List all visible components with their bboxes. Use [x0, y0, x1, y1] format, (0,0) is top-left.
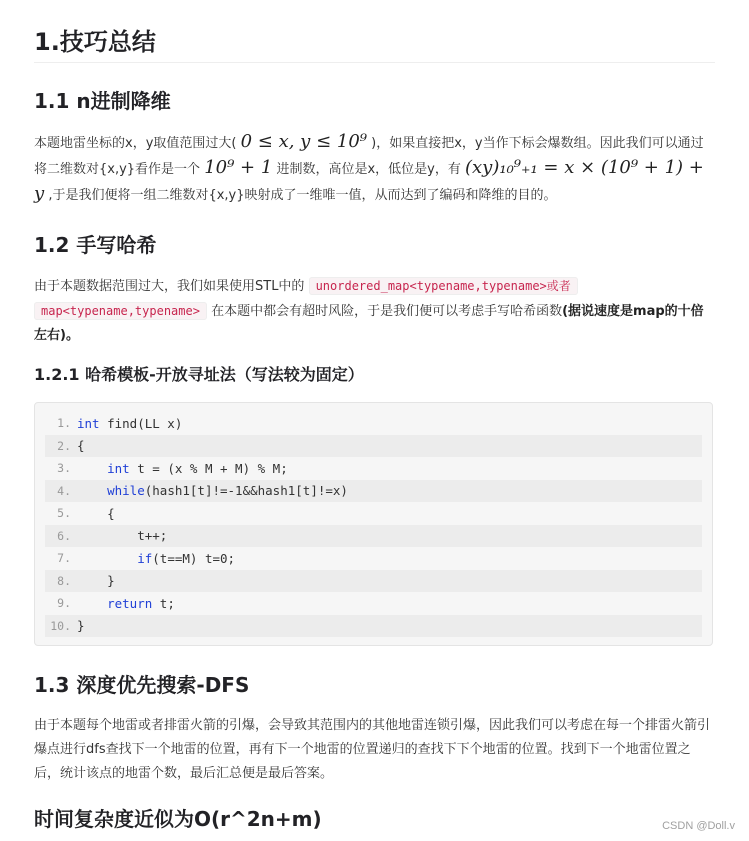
para-dfs: 由于本题每个地雷或者排雷火箭的引爆，会导致其范围内的其他地雷连锁引爆，因此我们可以考虑在每一个排雷火箭引爆点进行dfs查找下一个地雷的位置，再有下一个地雷的位置递归的查找下下个地雷的位置。找到下一个地雷位置之后，统计该点的地雷个数，最后汇总便是最后答案。 [34, 718, 711, 781]
code-line [45, 457, 702, 480]
code-text: } [77, 618, 85, 634]
line-number: 8. [57, 573, 71, 588]
text-segment: 在本题中都会有超时风险，于是我们便可以考虑手写哈希函数 [211, 304, 563, 319]
text-segment: ,于是我们便将一组二维数对{x,y}映射成了一维唯一值，从而达到了编码和降维的目的。 [48, 188, 557, 203]
code-text: int t = (x % M + M) % M; [107, 460, 288, 476]
line-number: 7. [57, 551, 71, 566]
code-text: t++; [77, 528, 168, 544]
line-number: 4. [57, 483, 71, 498]
para-n-base [34, 130, 715, 208]
text-segment: 本题地雷坐标的x，y取值范围过大( [34, 136, 237, 151]
bold-note: (据说速度是map的十倍左右)。 [34, 304, 704, 343]
line-number: 3. [57, 461, 71, 476]
code-line [45, 547, 702, 570]
code-text: { [77, 438, 85, 454]
line-number: 9. [57, 596, 71, 611]
text-segment: 由于本题数据范围过大，我们如果使用STL中的 [34, 279, 305, 294]
heading-hash: 1.2 手写哈希 [34, 233, 157, 257]
line-number: 6. [57, 528, 71, 543]
math-range: 0 ≤ x, y ≤ 10⁹ [240, 131, 367, 152]
code-text: while(hash1[t]!=-1&&hash1[t]!=x) [107, 483, 348, 499]
line-number: 2. [57, 438, 71, 453]
heading-n-base: 1.1 n进制降维 [34, 89, 171, 113]
code-line [45, 502, 702, 525]
code-line [45, 412, 702, 435]
math-base: 10⁹ + 1 [204, 157, 273, 178]
text-segment: )，如果直接把x，y当作下标会爆数组。因此我们可以通过将二维数对{x,y}看作是一个 [34, 136, 704, 177]
code-lines [35, 412, 712, 637]
math-encoding: (xy)₁₀⁹₊₁ = x × (10⁹ + 1) + y [34, 157, 704, 204]
code-text: int find(LL x) [77, 415, 183, 431]
code-line [45, 592, 702, 615]
code-line [45, 435, 702, 458]
line-number: 10. [50, 618, 71, 633]
code-block[interactable] [34, 402, 713, 646]
code-line [45, 570, 702, 593]
page-title: 1.技巧总结 [34, 24, 715, 63]
code-line [45, 525, 702, 548]
inline-code-unordered-map: unordered_map<typename,typename>或者 [309, 277, 578, 295]
code-text: { [77, 505, 115, 521]
code-line [45, 615, 702, 638]
code-text: } [77, 573, 115, 589]
line-number: 1. [57, 416, 71, 431]
para-hash [34, 274, 715, 348]
heading-hash-template: 1.2.1 哈希模板-开放寻址法（写法较为固定） [34, 365, 364, 384]
heading-dfs: 1.3 深度优先搜索-DFS [34, 673, 250, 697]
heading-complexity: 时间复杂度近似为O(r^2n+m) [34, 807, 322, 831]
code-line [45, 480, 702, 503]
csdn-watermark: CSDN @Doll.v [662, 820, 735, 832]
text-segment: 进制数，高位是x，低位是y，有 [276, 162, 461, 177]
line-number: 5. [57, 506, 71, 521]
inline-code-map: map<typename,typename> [34, 302, 207, 320]
code-text: return t; [107, 595, 175, 611]
code-text: if(t==M) t=0; [137, 550, 236, 566]
